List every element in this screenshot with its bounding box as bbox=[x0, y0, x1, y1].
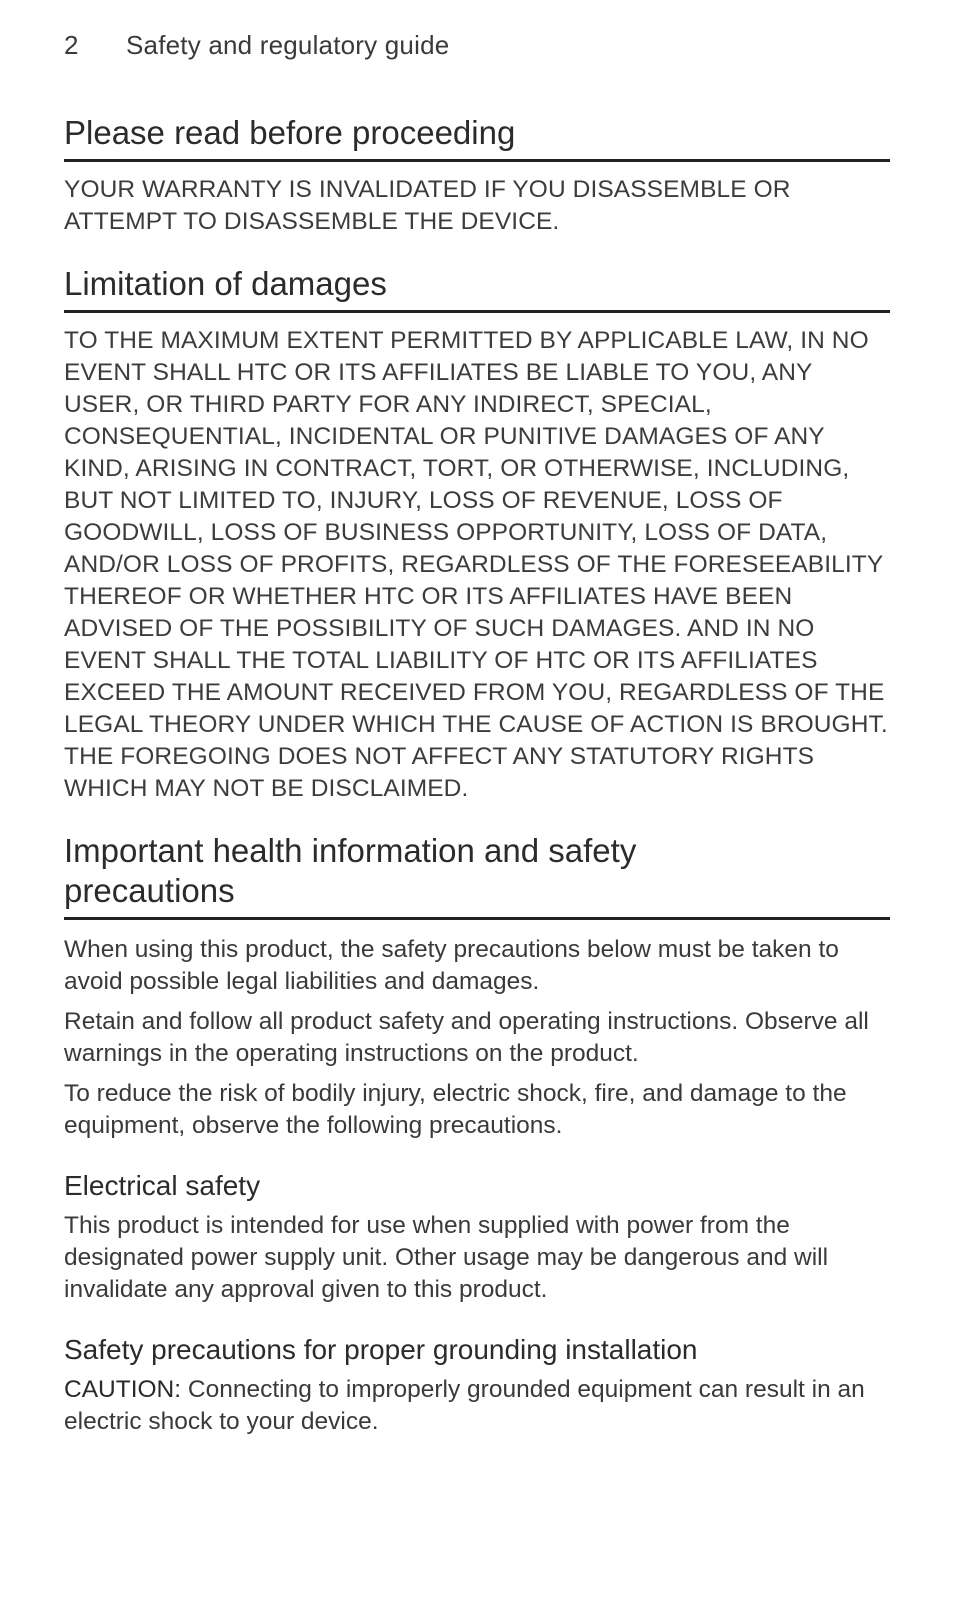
heading-grounding: Safety precautions for proper grounding installation bbox=[64, 1334, 698, 1365]
subsection-electrical bbox=[64, 1168, 890, 1306]
limitation-text: TO THE MAXIMUM EXTENT PERMITTED BY APPLICABLE LAW, IN NO EVENT SHALL HTC OR ITS AFFILIATES BE LIABLE TO YOU, ANY USER, OR THIRD PARTY FOR ANY INDIRECT, SPECIAL, CONSEQUENTIAL, INCIDENTAL OR PUNITIVE DAMAGES OF ANY KIND, ARISING IN CONTRACT, TORT, OR OTHERWISE, INCLUDING, BUT NOT LIMITED TO, INJURY, LOSS OF REVENUE, LOSS OF GOODWILL, LOSS OF BUSINESS OPPORTUNITY, LOSS OF DATA, AND/OR LOSS OF PROFITS, REGARDLESS OF THE FORESEEABILITY THEREOF OR WHETHER HTC OR ITS AFFILIATES HAVE BEEN ADVISED OF THE POSSIBILITY OF SUCH DAMAGES. AND IN NO EVENT SHALL THE TOTAL LIABILITY OF HTC OR ITS AFFILIATES EXCEED THE AMOUNT RECEIVED FROM YOU, REGARDLESS OF THE LEGAL THEORY UNDER WHICH THE CAUSE OF ACTION IS BROUGHT. THE FOREGOING DOES NOT AFFECT ANY STATUTORY RIGHTS WHICH MAY NOT BE DISCLAIMED. bbox=[64, 327, 888, 802]
warranty-notice: YOUR WARRANTY IS INVALIDATED IF YOU DISASSEMBLE OR ATTEMPT TO DISASSEMBLE THE DEVICE. bbox=[64, 176, 791, 235]
heading-health-line1: Important health information and safety bbox=[64, 832, 637, 869]
subsection-grounding bbox=[64, 1332, 890, 1438]
heading-please-read: Please read before proceeding bbox=[64, 113, 890, 162]
electrical-text: This product is intended for use when supplied with power from the designated power supply unit. Other usage may be dangerous and will invalidate any approval given to this product. bbox=[64, 1212, 829, 1303]
section-health bbox=[64, 831, 890, 1438]
heading-electrical: Electrical safety bbox=[64, 1170, 261, 1201]
page-number: 2 bbox=[64, 30, 79, 60]
caution-label: CAUTION: bbox=[64, 1376, 182, 1403]
heading-health bbox=[64, 831, 890, 920]
section-limitation bbox=[64, 264, 890, 805]
grounding-caution-text: Connecting to improperly grounded equipment can result in an electric shock to your device. bbox=[64, 1376, 865, 1435]
heading-limitation: Limitation of damages bbox=[64, 264, 890, 313]
section-please-read bbox=[64, 113, 890, 238]
running-header bbox=[64, 30, 890, 61]
grounding-text bbox=[64, 1374, 890, 1438]
health-body bbox=[64, 934, 890, 1142]
guide-title: Safety and regulatory guide bbox=[126, 30, 450, 60]
health-paragraph-2: Retain and follow all product safety and operating instructions. Observe all warnings in the operating instructions on the product. bbox=[64, 1008, 869, 1067]
heading-health-line2: precautions bbox=[64, 872, 235, 909]
health-paragraph-3: To reduce the risk of bodily injury, electric shock, fire, and damage to the equipment, observe the following precautions. bbox=[64, 1080, 847, 1139]
health-paragraph-1: When using this product, the safety precautions below must be taken to avoid possible legal liabilities and damages. bbox=[64, 936, 839, 995]
